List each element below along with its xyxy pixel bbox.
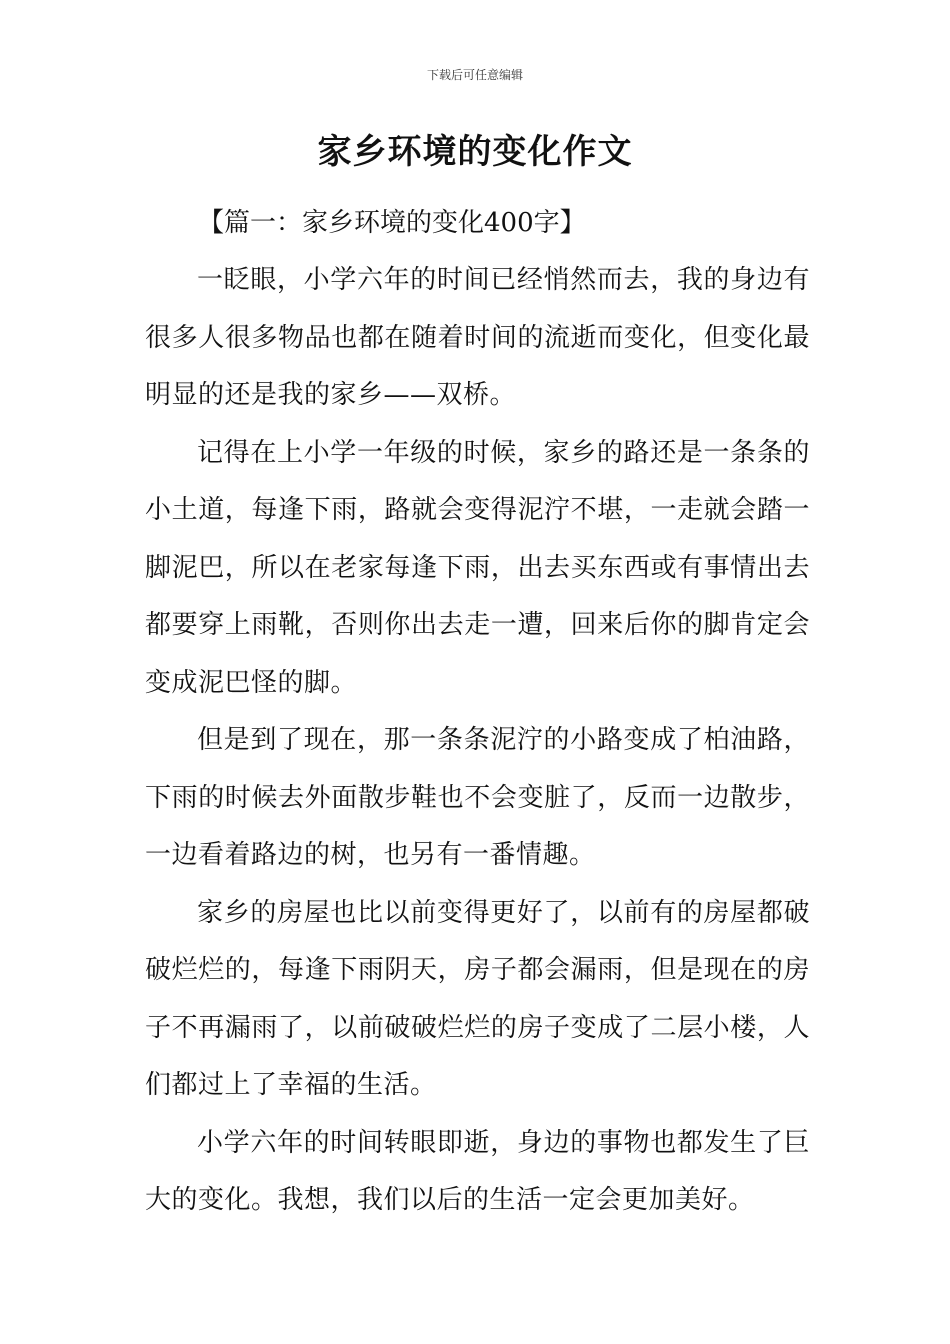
paragraph-1: 一眨眼，小学六年的时间已经悄然而去，我的身边有很多人很多物品也都在随着时间的流逝而变化，但变化最明显的还是我的家乡——双桥。 — [145, 265, 810, 410]
section-heading: 【篇一：家乡环境的变化400字】 — [198, 208, 586, 238]
paragraph-4: 家乡的房屋也比以前变得更好了，以前有的房屋都破破烂烂的，每逢下雨阴天，房子都会漏雨，但是现在的房子不再漏雨了，以前破破烂烂的房子变成了二层小楼，人们都过上了幸福的生活。 — [145, 897, 810, 1100]
paragraph-2: 记得在上小学一年级的时候，家乡的路还是一条条的小土道，每逢下雨，路就会变得泥泞不堪，一走就会踏一脚泥巴，所以在老家每逢下雨，出去买东西或有事情出去都要穿上雨靴，否则你出去走一遭，回来后你的脚肯定会变成泥巴怪的脚。 — [145, 437, 810, 698]
article-body — [145, 252, 810, 1230]
page-header-note: 下载后可任意编辑 — [426, 68, 523, 82]
paragraph-5: 小学六年的时间转眼即逝，身边的事物也都发生了巨大的变化。我想，我们以后的生活一定会更加美好。 — [145, 1127, 810, 1215]
paragraph-3: 但是到了现在，那一条条泥泞的小路变成了柏油路，下雨的时候去外面散步鞋也不会变脏了，反而一边散步，一边看着路边的树，也另有一番情趣。 — [145, 725, 810, 870]
document-title: 家乡环境的变化作文 — [317, 132, 633, 172]
